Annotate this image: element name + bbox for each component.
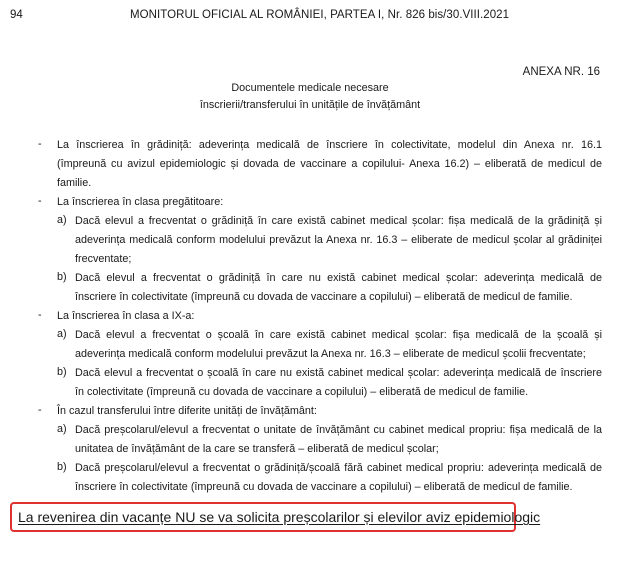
list-letter-a: a) bbox=[57, 328, 67, 340]
s3-title: La înscrierea în clasa a IX-a: bbox=[57, 310, 195, 322]
page-header bbox=[0, 9, 620, 25]
s2-a-line3: frecventate; bbox=[75, 253, 132, 265]
s3-b-line1: Dacă elevul a frecventat o școală în care nu există cabinet medical școlar: adeverința medicală de înscriere bbox=[75, 367, 602, 379]
s4-title: În cazul transferului între diferite unități de învățământ: bbox=[57, 405, 317, 417]
s3-a-line1: Dacă elevul a frecventat o școală în care există cabinet medical școlar: fișa medicală de la școală și bbox=[75, 329, 602, 341]
s4-b-line2: înscriere în colectivitate (împreună cu dovada de vaccinare a copilului) – eliberată de medicul de familie. bbox=[75, 481, 573, 493]
s3-a-line2: adeverința medicală conform modelului prevăzut la Anexa nr. 16.3 – eliberate de medicul școlii frecventate; bbox=[75, 348, 586, 360]
list-letter-a: a) bbox=[57, 214, 67, 226]
s2-a-line1: Dacă elevul a frecventat o grădiniță în care există cabinet medical școlar: fișa medicală de la grădiniță și bbox=[75, 215, 602, 227]
s2-title: La înscrierea în clasa pregătitoare: bbox=[57, 196, 224, 208]
highlight-notice: La revenirea din vacanțe NU se va solicita preșcolarilor și elevilor aviz epidemiologic bbox=[18, 509, 541, 525]
list-letter-b: b) bbox=[57, 461, 67, 473]
bullet-dash: - bbox=[38, 138, 42, 150]
s1-line2: (împreună cu avizul epidemiologic și dovada de vaccinare a copilului- Anexa 16.2) – eliberată de medicul de bbox=[57, 158, 602, 170]
s1-line1: La înscrierea în grădiniță: adeverința medicală de înscriere în colectivitate, modelul din Anexa nr. 16.1 bbox=[57, 139, 602, 151]
bullet-dash: - bbox=[38, 309, 42, 321]
list-letter-a: a) bbox=[57, 423, 67, 435]
gazette-title: MONITORUL OFICIAL AL ROMÂNIEI, PARTEA I, Nr. 826 bis/30.VIII.2021 bbox=[130, 9, 510, 21]
s4-b-line1: Dacă preșcolarul/elevul a frecventat o grădiniță/școală fără cabinet medical propriu: adeverința medicală de bbox=[75, 462, 602, 474]
s2-b-line2: înscriere în colectivitate (împreună cu dovada de vaccinare a copilului) – eliberată de medicul de familie. bbox=[75, 291, 573, 303]
page-number: 94 bbox=[10, 9, 23, 21]
bullet-dash: - bbox=[38, 195, 42, 207]
list-letter-b: b) bbox=[57, 271, 67, 283]
s1-line3: familie. bbox=[57, 177, 92, 189]
s4-a-line2: unitatea de învățământ de la care se transferă – eliberată de medicul școlar; bbox=[75, 443, 439, 455]
s2-a-line2: adeverința medicală conform modelului prevăzut la Anexa nr. 16.3 – eliberate de medicul școlar al grădiniței bbox=[75, 234, 602, 246]
s2-b-line1: Dacă elevul a frecventat o grădiniță în care nu există cabinet medical școlar: adeverința medicală de bbox=[75, 272, 602, 284]
s4-a-line1: Dacă preșcolarul/elevul a frecventat o unitate de învățământ cu cabinet medical propriu: fișa medicală de la bbox=[75, 424, 602, 436]
s3-b-line2: în colectivitate (împreună cu dovada de vaccinare a copilului) – eliberată de medicul de familie. bbox=[75, 386, 529, 398]
annex-label: ANEXA NR. 16 bbox=[522, 66, 600, 78]
document-title-line1: Documentele medicale necesare bbox=[231, 82, 389, 94]
document-title-line2: înscrierii/transferului în unitățile de învățământ bbox=[199, 99, 421, 111]
list-letter-b: b) bbox=[57, 366, 67, 378]
bullet-dash: - bbox=[38, 404, 42, 416]
